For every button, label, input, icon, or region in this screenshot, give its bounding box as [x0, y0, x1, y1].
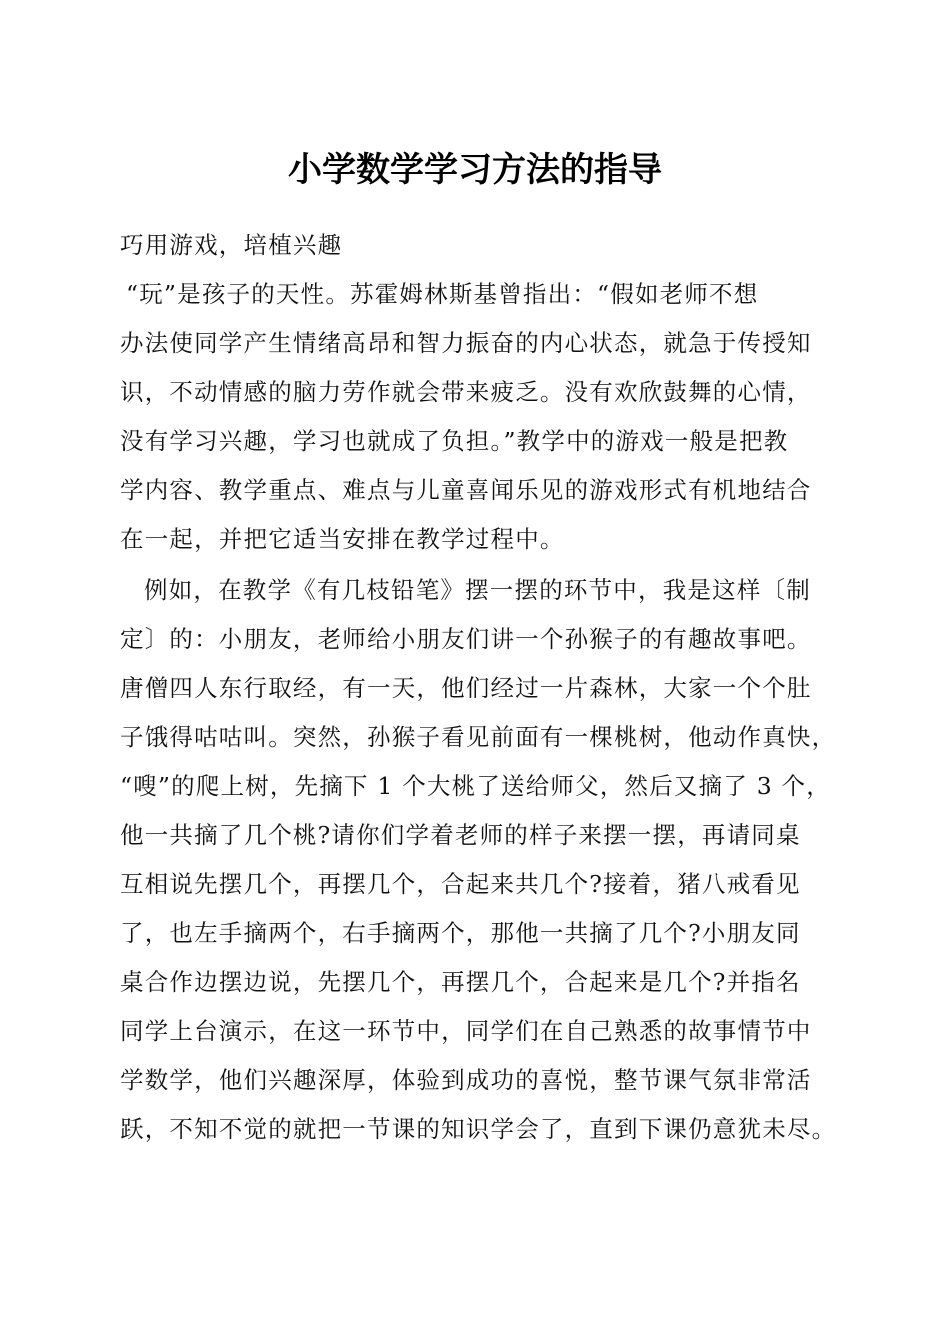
- text-line: 例如，在教学《有几枝铅笔》摆一摆的环节中，我是这样〔制: [144, 576, 811, 604]
- text-line: 他一共摘了几个桃?请你们学着老师的样子来摆一摆，再请同桌: [120, 821, 801, 849]
- text-line: 了，也左手摘两个，右手摘两个，那他一共摘了几个?小朋友同: [120, 919, 801, 947]
- text-line: 识，不动情感的脑力劳作就会带来疲乏。没有欢欣鼓舞的心情，: [120, 378, 812, 406]
- text-line: 学内容、教学重点、难点与儿童喜闻乐见的游戏形式有机地结合: [120, 476, 812, 504]
- text-line: 在一起，并把它适当安排在教学过程中。: [120, 525, 565, 553]
- page-title: 小学数学学习方法的指导: [288, 150, 662, 190]
- text-line: “嗖”的爬上树，先摘下 1 个大桃了送给师父，然后又摘了 3 个，: [120, 772, 831, 800]
- text-line: 跃，不知不觉的就把一节课的知识学会了，直到下课仍意犹未尽。: [120, 1115, 837, 1143]
- text-line: 定〕的：小朋友，老师给小朋友们讲一个孙猴子的有趣故事吧。: [120, 625, 812, 653]
- text-line: 唐僧四人东行取经，有一天，他们经过一片森林，大家一个个肚: [120, 674, 812, 702]
- text-line: 办法使同学产生情绪高昂和智力振奋的内心状态，就急于传授知: [120, 329, 812, 357]
- section-heading: 巧用游戏，培植兴趣: [120, 231, 343, 259]
- text-line: 互相说先摆几个，再摆几个，合起来共几个?接着，猪八戒看见: [120, 870, 801, 898]
- text-line: 学数学，他们兴趣深厚，体验到成功的喜悦，整节课气氛非常活: [120, 1066, 812, 1094]
- text-line: “玩”是孩子的天性。苏霍姆林斯基曾指出：“假如老师不想: [126, 280, 759, 308]
- text-line: 子饿得咕咕叫。突然，孙猴子看见前面有一棵桃树，他动作真快，: [120, 723, 837, 751]
- text-line: 桌合作边摆边说，先摆几个，再摆几个，合起来是几个?并指名: [120, 968, 801, 996]
- text-line: 同学上台演示，在这一环节中，同学们在自己熟悉的故事情节中: [120, 1017, 812, 1045]
- text-line: 没有学习兴趣，学习也就成了负担。”教学中的游戏一般是把教: [120, 427, 789, 455]
